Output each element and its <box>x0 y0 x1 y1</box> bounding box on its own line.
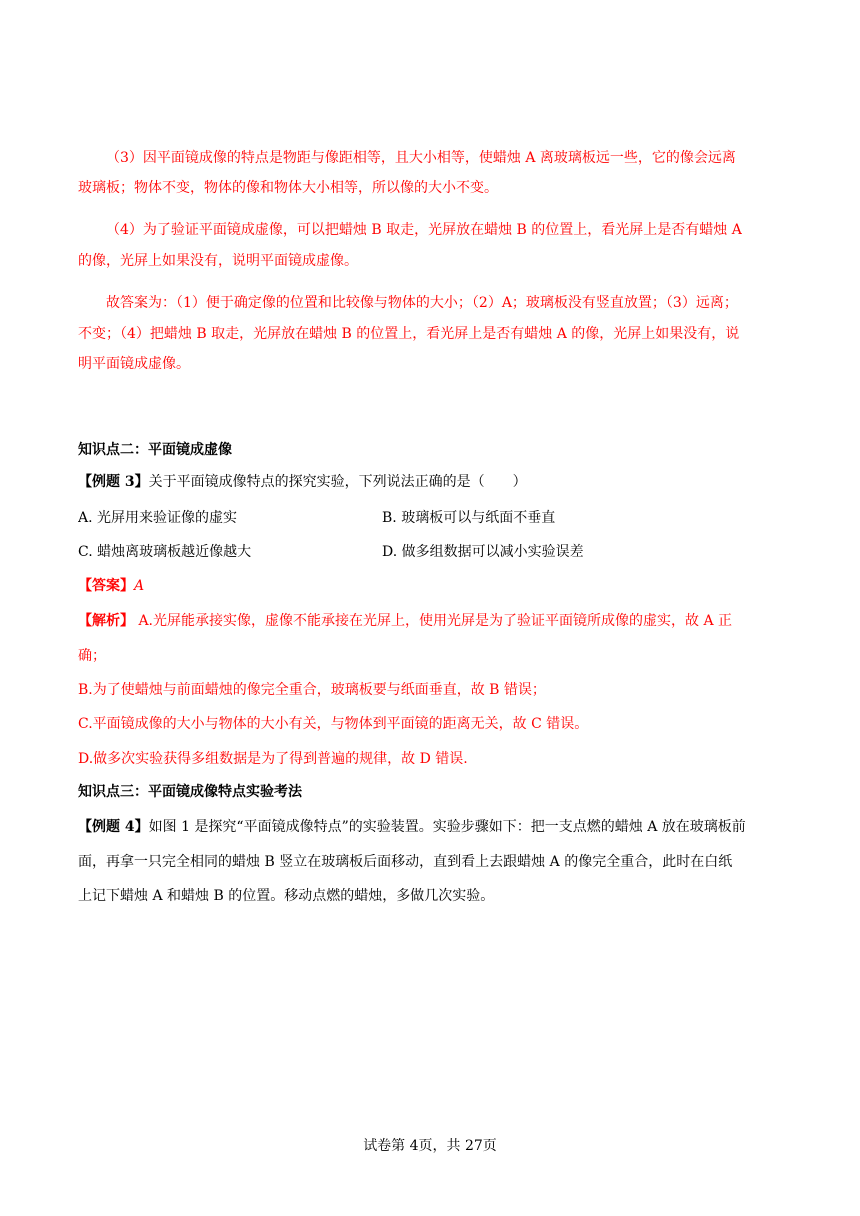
kp2-analysis-b: B.为了使蜡烛与前面蜡烛的像完全重合，玻璃板要与纸面垂直，故 B 错误； <box>78 682 546 698</box>
para3-line1: （3）因平面镜成像的特点是物距与像距相等，且大小相等，使蜡烛 A 离玻璃板远一些，它的像会远离 <box>106 150 736 166</box>
kp3-line2: 面，再拿一只完全相同的蜡烛 B 竖立在玻璃板后面移动，直到看上去跟蜡烛 A 的像完全重合，此时在白纸 <box>78 854 733 870</box>
kp2-analysis-tag: 【解析】 <box>78 613 134 629</box>
kp2-option-b: B. 玻璃板可以与纸面不垂直 <box>382 510 556 526</box>
para4-line1: （4）为了验证平面镜成虚像，可以把蜡烛 B 取走，光屏放在蜡烛 B 的位置上，看光屏上是否有蜡烛 A <box>106 222 742 238</box>
kp2-option-d: D. 做多组数据可以减小实验误差 <box>382 544 584 560</box>
kp3-heading: 知识点三：平面镜成像特点实验考法 <box>78 784 302 800</box>
kp2-example-tag: 【例题 3】 <box>78 474 149 490</box>
kp2-analysis-d: D.做多次实验获得多组数据是为了得到普遍的规律，故 D 错误. <box>78 751 468 767</box>
para3-line2: 玻璃板；物体不变，物体的像和物体大小相等，所以像的大小不变。 <box>78 180 498 196</box>
kp3-line3: 上记下蜡烛 A 和蜡烛 B 的位置。移动点燃的蜡烛，多做几次实验。 <box>78 888 495 904</box>
page-footer: 试卷第 4页，共 27页 <box>363 1138 497 1154</box>
summary-line3: 明平面镜成虚像。 <box>78 356 190 372</box>
kp2-analysis-c: C.平面镜成像的大小与物体的大小有关，与物体到平面镜的距离无关，故 C 错误。 <box>78 716 589 732</box>
kp3-line1 <box>78 817 784 837</box>
kp2-analysis-text1: A.光屏能承接实像，虚像不能承接在光屏上，使用光屏是为了验证平面镜所成像的虚实，故 A 正 <box>134 613 733 629</box>
para4-line2: 的像，光屏上如果没有，说明平面镜成虚像。 <box>78 253 358 269</box>
kp3-example-tag: 【例题 4】 <box>78 819 149 835</box>
kp2-answer-tag: 【答案】 <box>78 578 134 594</box>
kp2-question: 关于平面镜成像特点的探究实验，下列说法正确的是（ ） <box>148 474 527 490</box>
kp2-option-c: C. 蜡烛离玻璃板越近像越大 <box>78 544 252 560</box>
kp2-question-line <box>78 472 784 492</box>
kp2-option-a: A. 光屏用来验证像的虚实 <box>78 510 238 526</box>
kp2-analysis-line1 <box>78 611 784 631</box>
kp2-answer-line <box>78 576 784 596</box>
kp2-analysis-line2: 确； <box>78 648 106 664</box>
summary-line2: 不变；（4）把蜡烛 B 取走，光屏放在蜡烛 B 的位置上，看光屏上是否有蜡烛 A 的像，光屏上如果没有，说 <box>78 326 740 342</box>
kp3-text1: 如图 1 是探究“平面镜成像特点”的实验装置。实验步骤如下：把一支点燃的蜡烛 A 放在玻璃板前 <box>148 819 746 835</box>
kp2-heading: 知识点二：平面镜成虚像 <box>78 442 232 458</box>
kp2-answer-value: A <box>134 578 145 594</box>
summary-line1: 故答案为：（1）便于确定像的位置和比较像与物体的大小；（2）A；玻璃板没有竖直放置；（3）远离； <box>106 295 738 311</box>
